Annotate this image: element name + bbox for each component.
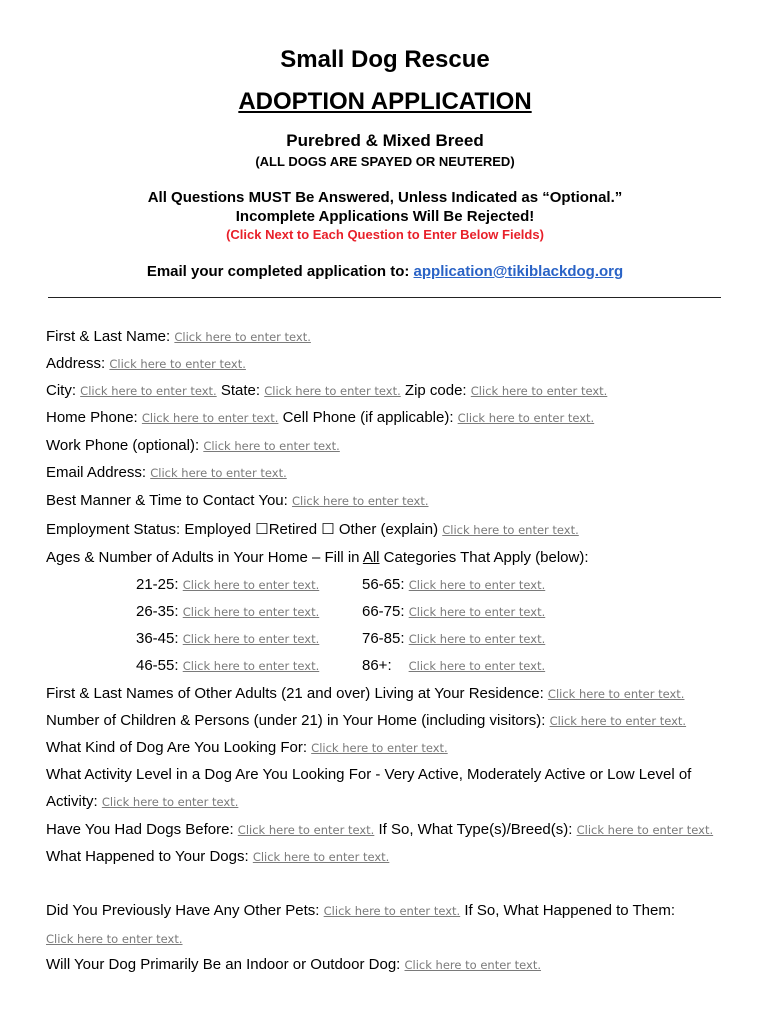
age-input[interactable]: Click here to enter text. [182,659,320,673]
email-input[interactable]: Click here to enter text. [150,466,287,480]
row-address [46,355,246,372]
row-activity-2 [46,793,238,810]
row-pets-happened [46,930,183,947]
instruction-1: All Questions MUST Be Answered, Unless Indicated as “Optional.” [147,189,623,206]
age-76-85 [362,630,545,647]
happened-input[interactable]: Click here to enter text. [252,850,390,864]
ages-label-all: All [362,549,380,566]
instruction-2: Incomplete Applications Will Be Rejected! [235,208,535,225]
age-input[interactable]: Click here to enter text. [408,578,546,592]
email-prompt [0,263,770,280]
age-label: 66-75: [362,603,405,620]
children-label: Number of Children & Persons (under 21) in Your Home (including visitors): [46,712,550,729]
other-label: Other (explain) [334,521,443,538]
age-input[interactable]: Click here to enter text. [182,632,320,646]
age-56-65 [362,576,545,593]
state-label: State: [216,382,265,399]
row-activity-1 [46,766,691,783]
work-phone-input[interactable]: Click here to enter text. [203,439,340,453]
dog-kind-input[interactable]: Click here to enter text. [311,741,448,755]
had-dogs-label: Have You Had Dogs Before: [46,821,238,838]
activity-label-2: Activity: [46,793,102,810]
city-input[interactable]: Click here to enter text. [80,384,217,398]
zip-input[interactable]: Click here to enter text. [470,384,608,398]
age-36-45 [136,630,319,647]
activity-input[interactable]: Click here to enter text. [101,795,239,809]
ages-label-a: Ages & Number of Adults in Your Home – Fill in [46,549,363,566]
row-work-phone [46,437,340,454]
other-checkbox[interactable]: ☐ [321,521,335,538]
age-input[interactable]: Click here to enter text. [182,578,320,592]
indoor-label: Will Your Dog Primarily Be an Indoor or Outdoor Dog: [46,956,405,973]
employment-input[interactable]: Click here to enter text. [442,523,579,537]
row-ages-header [46,549,589,566]
age-label: 86+: [362,657,392,674]
age-label: 56-65: [362,576,405,593]
address-input[interactable]: Click here to enter text. [109,357,246,371]
had-dogs-input[interactable]: Click here to enter text. [237,823,375,837]
age-label: 76-85: [362,630,405,647]
age-label: 26-35: [136,603,179,620]
email-prompt-label: Email your completed application to: [146,263,414,280]
spay-note: (ALL DOGS ARE SPAYED OR NEUTERED) [255,154,515,169]
age-46-55 [136,657,319,674]
pets-happened-input[interactable]: Click here to enter text. [46,932,183,946]
row-other-pets [46,902,675,919]
age-label: 21-25: [136,576,179,593]
row-had-dogs [46,821,713,838]
row-email [46,464,287,481]
row-children [46,712,686,729]
age-86-plus [362,657,545,674]
age-input[interactable]: Click here to enter text. [408,659,546,673]
contact-input[interactable]: Click here to enter text. [291,494,429,508]
row-city [46,382,607,399]
ages-label-b: Categories That Apply (below): [379,549,589,566]
age-input[interactable]: Click here to enter text. [408,605,546,619]
row-name [46,328,311,345]
divider [48,297,721,298]
other-adults-input[interactable]: Click here to enter text. [547,687,685,701]
other-pets-label: Did You Previously Have Any Other Pets: [46,902,324,919]
age-26-35 [136,603,319,620]
row-other-adults [46,685,684,702]
other-adults-label: First & Last Names of Other Adults (21 and over) Living at Your Residence: [46,685,548,702]
age-input[interactable]: Click here to enter text. [182,605,320,619]
page-title: ADOPTION APPLICATION [238,88,532,115]
row-indoor [46,956,541,973]
name-input[interactable]: Click here to enter text. [174,330,311,344]
happened-label: What Happened to Your Dogs: [46,848,253,865]
row-phone [46,409,594,426]
dog-type-input[interactable]: Click here to enter text. [576,823,714,837]
email-link[interactable]: application@tikiblackdog.org [413,263,624,280]
name-label: First & Last Name: [46,328,175,345]
row-contact [46,492,429,509]
retired-checkbox[interactable]: ☐ [255,521,269,538]
activity-label-1: What Activity Level in a Dog Are You Looking For - Very Active, Moderately Active or Low Level of [46,766,692,783]
home-phone-input[interactable]: Click here to enter text. [141,411,279,425]
zip-label: Zip code: [400,382,471,399]
email-label: Email Address: [46,464,151,481]
other-pets-input[interactable]: Click here to enter text. [323,904,461,918]
age-66-75 [362,603,545,620]
age-label: 46-55: [136,657,179,674]
row-happened [46,848,389,865]
age-input[interactable]: Click here to enter text. [408,632,546,646]
contact-label: Best Manner & Time to Contact You: [46,492,292,509]
row-dog-kind [46,739,448,756]
dog-type-label: If So, What Type(s)/Breed(s): [374,821,577,838]
address-label: Address: [46,355,110,372]
instruction-3: (Click Next to Each Question to Enter Below Fields) [226,227,544,242]
subtitle: Purebred & Mixed Breed [286,131,484,150]
work-phone-label: Work Phone (optional): [46,437,204,454]
cell-phone-input[interactable]: Click here to enter text. [457,411,595,425]
indoor-input[interactable]: Click here to enter text. [404,958,542,972]
retired-label: Retired [268,521,322,538]
state-input[interactable]: Click here to enter text. [264,384,401,398]
row-employment [46,520,579,538]
org-title: Small Dog Rescue [280,46,490,73]
age-label: 36-45: [136,630,179,647]
city-label: City: [46,382,81,399]
age-21-25 [136,576,319,593]
home-phone-label: Home Phone: [46,409,142,426]
pets-happened-label: If So, What Happened to Them: [460,902,676,919]
employment-label: Employment Status: Employed [46,521,256,538]
cell-phone-label: Cell Phone (if applicable): [278,409,458,426]
children-input[interactable]: Click here to enter text. [549,714,687,728]
dog-kind-label: What Kind of Dog Are You Looking For: [46,739,312,756]
